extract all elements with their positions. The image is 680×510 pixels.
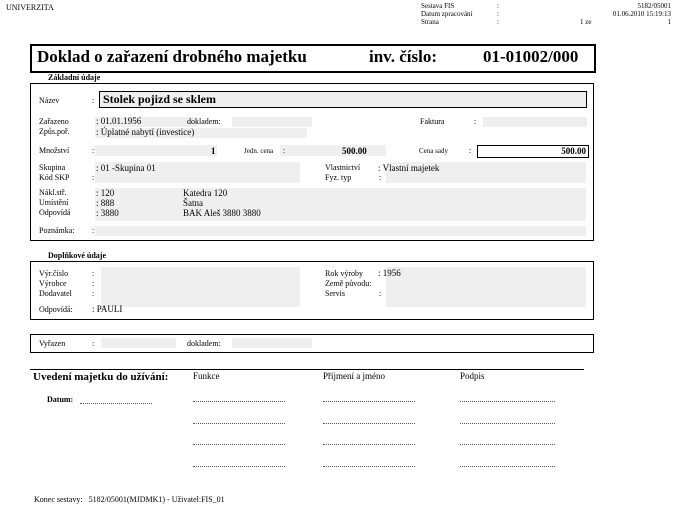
- vyrazen-label: Vyřazen: [39, 339, 66, 348]
- faktura-label: Faktura: [420, 117, 445, 126]
- datum-zpracovani-value: 01.06.2010 15:19:13: [612, 10, 671, 18]
- funkce-line-3: [193, 444, 285, 445]
- fyz-typ-label: Fyz. typ: [325, 173, 352, 182]
- sestava-value: 5182/05001: [637, 2, 671, 10]
- servis-label: Servis: [325, 289, 345, 298]
- dodavatel-colon: :: [92, 289, 95, 298]
- rok-vyroby-label: Rok výroby: [325, 269, 363, 278]
- nazev-label: Název: [39, 96, 60, 105]
- funkce-line-2: [193, 423, 285, 424]
- handover-title: Uvedení majetku do užívání:: [33, 371, 169, 383]
- zeme-puvodu-label: Země původu:: [325, 279, 372, 288]
- zarazeno-value: : 01.01.1956: [96, 116, 142, 126]
- vyr-cislo-label: Výr.číslo: [39, 269, 69, 278]
- jmeno-line-4: [323, 466, 415, 467]
- faktura-field: [483, 117, 587, 127]
- jedn-cena-value: 500.00: [342, 146, 367, 156]
- servis-colon: :: [379, 289, 382, 298]
- cena-sady-label: Cena sady: [419, 147, 448, 155]
- jmeno-line-2: [323, 423, 415, 424]
- kod-skp-label: Kód SKP: [39, 173, 70, 182]
- umisteni-text: Šatna: [183, 198, 203, 208]
- skupina-value: : 01 -Skupina 01: [96, 163, 156, 173]
- funkce-line-1: [193, 401, 285, 402]
- odpovida-label: Odpovídá: [39, 208, 71, 217]
- sestava-colon: :: [497, 2, 499, 10]
- odpovida-text: BAK Aleš 3880 3880: [183, 208, 261, 218]
- jedn-cena-label: Jedn. cena: [244, 147, 274, 155]
- podpis-line-3: [460, 444, 555, 445]
- zpusob-label: Způs.poř.: [39, 127, 70, 136]
- vyr-cislo-colon: :: [92, 269, 95, 278]
- datum-zpracovani-colon: :: [497, 10, 499, 18]
- nakl-str-label: Nákl.stř.: [39, 188, 67, 197]
- sestava-label: Sestava FIS: [421, 2, 455, 10]
- vyrazen-dokladem-label: dokladem:: [187, 339, 221, 348]
- jmeno-line-1: [323, 401, 415, 402]
- podpis-line-1: [460, 401, 555, 402]
- handover-rule: [30, 369, 584, 370]
- vlastnictvi-label: Vlastnictví: [325, 163, 361, 172]
- jedn-cena-colon: :: [283, 146, 286, 155]
- nazev-value: Stolek pojizd se sklem: [103, 92, 217, 106]
- dokladem-field: [232, 117, 312, 127]
- podpis-label: Podpis: [460, 371, 485, 381]
- vyrazen-colon: :: [92, 339, 95, 348]
- umisteni-value: : 888: [96, 198, 115, 208]
- report-footer: Konec sestavy: 5182/05001(MJDMK1) - Uživatel:FIS_01: [34, 495, 225, 504]
- strana-label: Strana: [421, 18, 439, 26]
- podpis-line-2: [460, 423, 555, 424]
- skupina-label: Skupina: [39, 163, 66, 172]
- rok-vyroby-value: : 1956: [378, 268, 401, 278]
- poznamka-label: Poznámka:: [39, 226, 75, 235]
- mnozstvi-colon: :: [92, 146, 95, 155]
- mnozstvi-value: 1: [211, 146, 216, 156]
- cena-sady-value: 500.00: [561, 146, 586, 156]
- inventory-number-label: inv. číslo:: [369, 47, 438, 66]
- datum-line: [80, 403, 152, 404]
- vyrazen-field: [101, 338, 176, 348]
- nakl-str-text: Katedra 120: [183, 188, 228, 198]
- vyrobce-label: Výrobce: [39, 279, 67, 288]
- poznamka-field: [95, 226, 586, 236]
- doplnkove-odpovida-value: : PAULI: [92, 304, 123, 314]
- mnozstvi-label: Množství: [39, 146, 70, 155]
- vlastnictvi-value: : Vlastní majetek: [378, 163, 440, 173]
- nakl-str-value: : 120: [96, 188, 115, 198]
- funkce-line-4: [193, 466, 285, 467]
- datum-zpracovani-label: Datum zpracování: [421, 10, 473, 18]
- dodavatel-label: Dodavatel: [39, 289, 72, 298]
- inventory-number-value: 01-01002/000: [483, 47, 579, 66]
- doplnkove-odpovida-label: Odpovídá:: [39, 305, 73, 314]
- datum-label: Datum:: [47, 395, 74, 404]
- strana-total: 1: [667, 18, 671, 26]
- strana-colon: :: [497, 18, 499, 26]
- naklady-field: [95, 188, 586, 221]
- cena-sady-colon: :: [469, 146, 472, 155]
- nazev-colon: :: [92, 96, 95, 105]
- odpovida-value: : 3880: [96, 208, 119, 218]
- prijmeni-label: Příjmení a jméno: [323, 371, 385, 381]
- kod-skp-colon: :: [92, 173, 95, 182]
- poznamka-colon: :: [92, 226, 95, 235]
- dokladem-label: dokladem:: [187, 117, 221, 126]
- strana-value: 1 ze: [580, 18, 592, 26]
- zarazeno-label: Zařazeno: [39, 117, 69, 126]
- umisteni-label: Umístění: [39, 198, 69, 207]
- vyrobce-colon: :: [92, 279, 95, 288]
- vyrazen-dokladem-field: [232, 338, 312, 348]
- document-title: Doklad o zařazení drobného majetku: [37, 47, 307, 66]
- fyz-typ-colon: :: [379, 173, 382, 182]
- jedn-cena-field: [280, 145, 386, 156]
- zpusob-value: : Úplatné nabytí (investice): [96, 127, 195, 137]
- section-basic-label: Základní údaje: [48, 73, 101, 82]
- jmeno-line-3: [323, 444, 415, 445]
- section-additional-label: Doplňkové údaje: [48, 251, 107, 260]
- vyr-cislo-field: [101, 267, 300, 307]
- rok-vyroby-field: [386, 267, 586, 307]
- university-name: UNIVERZITA: [6, 3, 54, 12]
- faktura-colon: :: [474, 117, 477, 126]
- podpis-line-4: [460, 466, 555, 467]
- funkce-label: Funkce: [193, 371, 220, 381]
- mnozstvi-field: [95, 145, 217, 156]
